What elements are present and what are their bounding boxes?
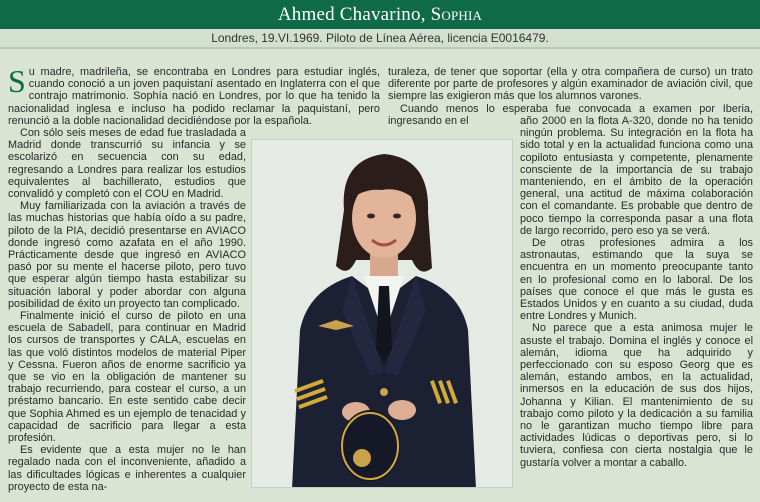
paragraph-6: turaleza, de tener que soportar (ella y otra compañera de curso) un trato diferente por parte de profesores y algún examinador de aviación civil, que siempre las exigieron más que los alumnos varones. xyxy=(388,66,753,103)
title-bar xyxy=(0,0,760,29)
dropcap: S xyxy=(8,63,26,99)
paragraph-4: Finalmente inició el curso de piloto en una escuela de Sabadell, para continuar en Madrid los cursos de transportes y CALA, escuelas en las que voló distintos modelos de material Piper y Cessna. Fueron años de enorme sacrificio ya que se vio en la obligación de mantener su trabajo recurriendo, para costear el curso, a un préstamo bancario. En este sentido cabe decir que Sophia Ahmed es un ejemplo de tenacidad y capacidad de sacrificio para llegar a esta profesión. xyxy=(8,310,246,445)
paragraph-7a: Cuando menos lo esperaba fue convocada a examen por Iberia, ingresando en el xyxy=(388,102,753,127)
paragraph-8: De otras profesiones admira a los astronautas, estimando que la suya se encuentra en un momento preocupante tanto en lo profesional como en lo laboral. De los países que conoce el que más le gusta es Estados Unidos y en cuanto a su ciudad, duda entre Londres y Munich. xyxy=(520,237,753,323)
page-title xyxy=(278,4,482,26)
page-subtitle: Londres, 19.VI.1969. Piloto de Línea Aérea, licencia E0016479. xyxy=(211,31,549,45)
portrait-photo xyxy=(251,139,513,488)
paragraph-1 xyxy=(8,63,380,127)
left-column xyxy=(8,127,246,493)
paragraph-2: Con sólo seis meses de edad fue trasladada a Madrid donde transcurrió su infancia y se escolarizó en secuencia con su edad, regresando a Londres para realizar los estudios equivalentes al bachillerato, estudios que convalidó y completó con el COU en Madrid. xyxy=(8,127,246,201)
right-column xyxy=(520,115,753,469)
pilot-portrait-illustration xyxy=(252,140,513,488)
paragraph-5: Es evidente que a esta mujer no le han regalado nada con el inconveniente, añadido a las dificultades lógicas e inherentes a cualquier proyecto de esta na- xyxy=(8,444,246,493)
paragraph-9: No parece que a esta animosa mujer le asuste el trabajo. Domina el inglés y conoce el alemán, idioma que ha adquirido y perfeccionado con su esposo Georg que es alemán, estando ambos, en la actualidad, inmersos en la educación de sus dos hijos, Johanna y Kilian. El mantenimiento de su trabajo como piloto y la dedicación a su familia no le garantizan mucho tiempo libre para actividades lúdicas o deportivas pero, si lo tuviera, confiesa con cierta nostalgia que le gustaría volver a montar a caballo. xyxy=(520,322,753,469)
title-surname: Ahmed Chavarino, xyxy=(277,3,426,25)
subtitle-bar xyxy=(0,29,760,49)
title-firstname: Sophia xyxy=(430,3,483,25)
paragraph-7b: año 2000 en la flota A-320, donde no ha tenido ningún problema. Su integración en la flota ha sido total y en la actualidad funciona como una copiloto entusiasta y competente, plenamente consciente de la importancia de su trabajo manteniendo, en el ámbito de la operación general, una actitud de máxima colaboración con el comandante. Es probable que dentro de poco tiempo la corresponda pasar a una flota de largo recorrido, pero eso ya se verá. xyxy=(520,115,753,237)
paragraph-3: Muy familiarizada con la aviación a través de las muchas historias que había oído a su padre, piloto de la PIA, decidió presentarse en AVIACO donde ingresó como azafata en el año 1990. Prácticamente desde que ingresó en AVIACO pasó por su mente el hacerse piloto, pero tuvo que esperar algún tiempo hasta estabilizar su situación laboral y poder abordar con alguna posibilidad de éxito un proyecto tan complicado. xyxy=(8,200,246,310)
paragraph-1-text: u madre, madrileña, se encontraba en Londres para estudiar inglés, cuando conoció a un joven paquistaní asentado en Inglaterra con el que contrajo matrimonio. Sophía nació en Londres, por lo que ha tenido la nacionalidad inglesa e incluso ha podido reclamar la paquistaní, pero renunció a la doble nacionalidad decidiéndose por la española. xyxy=(8,66,380,127)
intro-paragraph-block xyxy=(8,63,380,127)
